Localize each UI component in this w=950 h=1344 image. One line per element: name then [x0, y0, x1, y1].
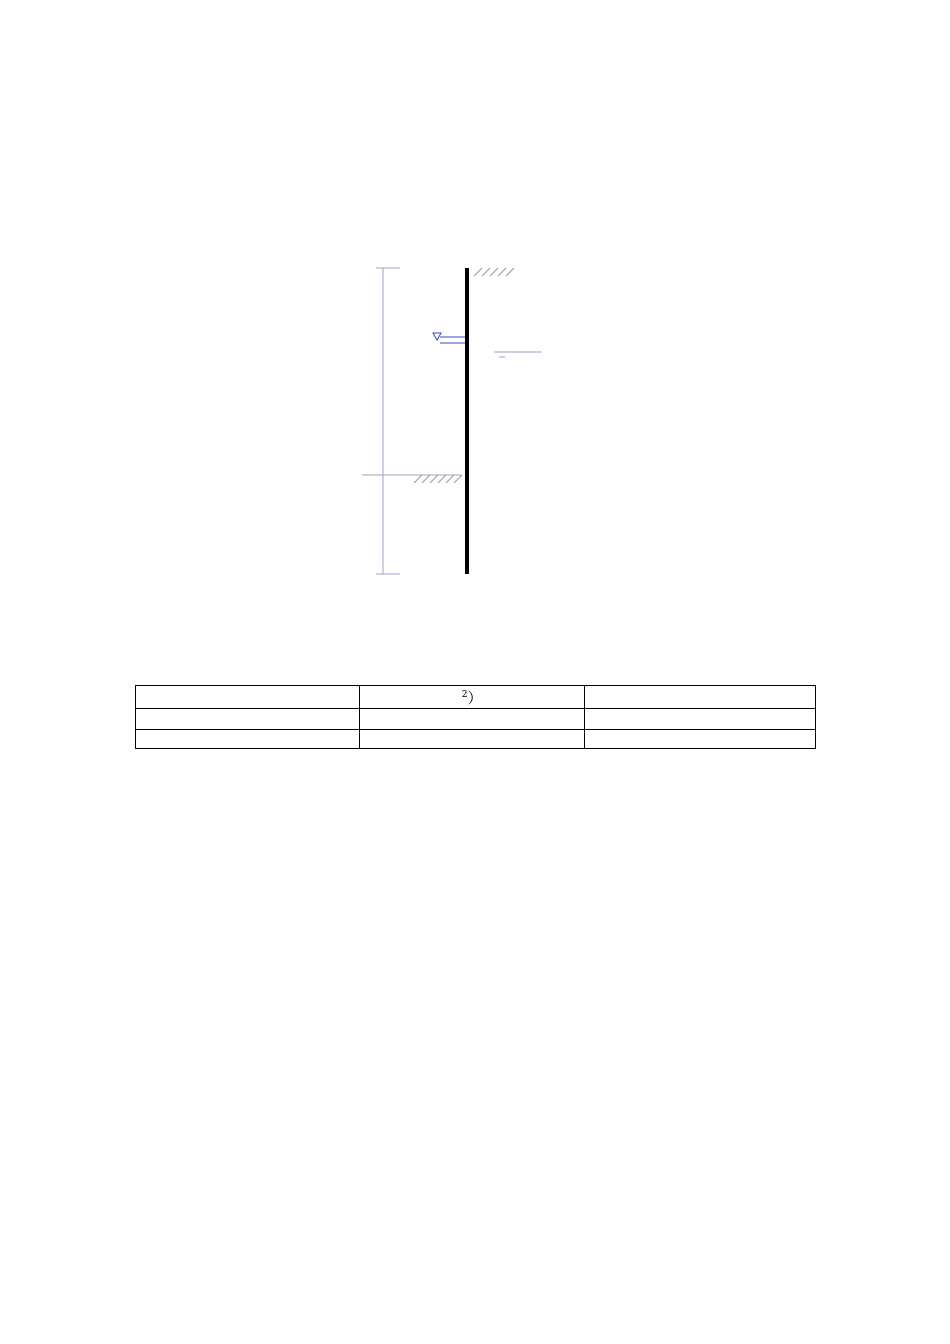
water-level-icon	[433, 333, 441, 340]
support-cell	[360, 709, 584, 730]
support-cell	[136, 709, 360, 730]
support-cell	[584, 709, 815, 730]
pile-diagram	[0, 230, 950, 640]
support-cell	[360, 730, 584, 749]
support-header-stiff: $^2$）	[360, 686, 584, 709]
table-row	[136, 730, 816, 749]
ground-hatch-bottom	[414, 475, 462, 483]
ground-hatch-top	[474, 268, 514, 276]
support-header-row	[136, 686, 816, 709]
support-cell	[136, 730, 360, 749]
support-cell	[584, 730, 815, 749]
table-row	[136, 709, 816, 730]
support-header-elev	[136, 686, 360, 709]
support-header-force	[584, 686, 815, 709]
support-table	[135, 685, 816, 749]
